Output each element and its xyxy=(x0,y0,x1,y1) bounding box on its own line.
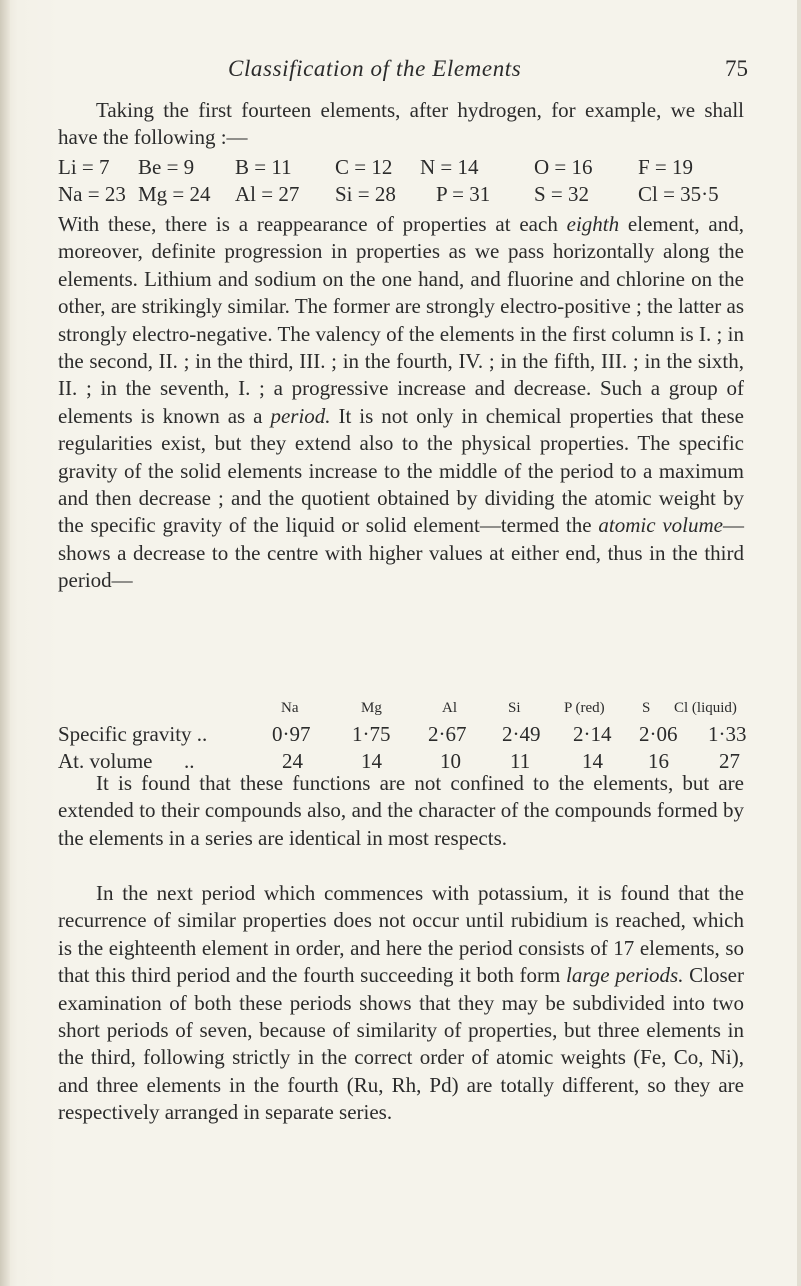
sg-column-header: Al xyxy=(442,700,457,716)
element-entry: S = 32 xyxy=(534,182,590,206)
element-entry: O = 16 xyxy=(534,155,593,179)
element-entry: C = 12 xyxy=(335,155,393,179)
sg-table-header xyxy=(58,700,744,722)
sg-row-label-text: At. volume .. xyxy=(58,749,195,773)
sg-value: 27 xyxy=(719,749,740,773)
paragraph-periods-part-c: It is not only in chemical properties that these regularities exist, but they extend also to the physical properties. The specific gravity of the solid elements increase to the middle of the period to a maximum and then decrease ; and the quotient obtained by dividing the atomic weight by the specific gravity of the liquid or solid element—termed the xyxy=(58,403,744,538)
elements-list xyxy=(58,154,744,208)
emphasis-atomic-volume: atomic volume xyxy=(598,513,723,538)
element-entry: Si = 28 xyxy=(335,182,396,206)
sg-value: 2·14 xyxy=(573,722,612,746)
element-entry: Mg = 24 xyxy=(138,182,211,206)
paragraph-periods-part-b: element, and, moreover, definite progression in properties as we pass horizontally along the elements. Lithium and sodium on the one hand, and fluorine and chlorine on the other, are strikingly similar. The former are strongly electro-positive ; the latter as strongly electro-negative. The valency of the elements in the first column is I. ; in the second, II. ; in the third, III. ; in the fourth, IV. ; in the fifth, III. ; in the sixth, II. ; in the seventh, I. ; a progressive increase and decrease. Such a group of elements is known as a xyxy=(58,212,745,428)
elements-row-2 xyxy=(58,181,744,208)
sg-column-header: Si xyxy=(508,700,521,716)
paragraph-periods-part-a: With these, there is a reappearance of properties at each xyxy=(58,212,567,236)
emphasis-period: period. xyxy=(270,403,331,428)
page-number: 75 xyxy=(725,56,748,81)
sg-value: 2·49 xyxy=(502,722,541,746)
sg-value: 11 xyxy=(510,749,531,773)
paragraph-intro: Taking the first fourteen elements, after hydrogen, for example, we shall have the following :— xyxy=(58,98,744,150)
element-entry: Na = 23 xyxy=(58,182,126,206)
paragraph-large-periods-part-b: Closer examination of both these periods shows that they may be subdivided into two short periods of seven, because of similarity of properties, but three elements in the third, following strictly in the correct order of atomic weights (Fe, Co, Ni), and three elements in the fourth (Ru, Rh, Pd) are totally different, so they are respectively arranged in separate series. xyxy=(58,963,744,1125)
sg-column-header: S xyxy=(642,700,651,716)
paragraph-large-periods-part-a: In the next period which commences with potassium, it is found that the recurrence of similar properties does not occur until rubidium is reached, which is the eighteenth element in order, and here the period consists of 17 elements, so that this third period and the fourth succeeding it both form xyxy=(58,881,744,988)
paragraph-compounds: It is found that these functions are not confined to the elements, but are extended to their compounds also, and the character of the compounds formed by the elements in a series are identical in most respects. xyxy=(58,771,744,850)
emphasis-large-periods: large periods. xyxy=(566,963,684,988)
page-edge xyxy=(797,0,801,1286)
element-entry: N = 14 xyxy=(420,155,479,179)
sg-column-header: P (red) xyxy=(564,700,605,716)
specific-gravity-table xyxy=(58,700,747,776)
element-entry: Al = 27 xyxy=(235,182,300,206)
sg-value: 2·06 xyxy=(639,722,678,746)
emphasis-eighth: eighth xyxy=(566,212,620,236)
sg-value: 0·97 xyxy=(272,722,311,746)
paragraph-large-periods xyxy=(58,880,744,1127)
sg-value: 1·33 xyxy=(708,722,747,746)
element-entry: F = 19 xyxy=(638,155,694,179)
paragraph-periods xyxy=(58,211,744,595)
sg-row-specific-gravity xyxy=(58,722,747,749)
sg-column-header: Mg xyxy=(361,700,382,716)
running-title: Classification of the Elements xyxy=(228,56,522,81)
elements-row-1 xyxy=(58,154,744,181)
element-entry: Be = 9 xyxy=(138,155,195,179)
sg-value: 14 xyxy=(582,749,603,773)
element-entry: P = 31 xyxy=(436,182,491,206)
element-entry: Cl = 35·5 xyxy=(638,182,719,206)
sg-row-label: Specific gravity .. xyxy=(58,722,208,746)
page-header xyxy=(228,56,748,96)
sg-column-header: Na xyxy=(281,700,299,716)
sg-value: 24 xyxy=(282,749,303,773)
sg-value: 14 xyxy=(361,749,382,773)
sg-value: 16 xyxy=(648,749,669,773)
element-entry: B = 11 xyxy=(235,155,292,179)
sg-value: 10 xyxy=(440,749,461,773)
page-binding-edge xyxy=(0,0,10,1286)
sg-value: 1·75 xyxy=(352,722,391,746)
element-entry: Li = 7 xyxy=(58,155,110,179)
sg-column-header: Cl (liquid) xyxy=(674,700,737,716)
paragraph-periods-part-d: —shows a decrease to the centre with higher values at either end, thus in the third period— xyxy=(58,513,744,593)
sg-value: 2·67 xyxy=(428,722,467,746)
